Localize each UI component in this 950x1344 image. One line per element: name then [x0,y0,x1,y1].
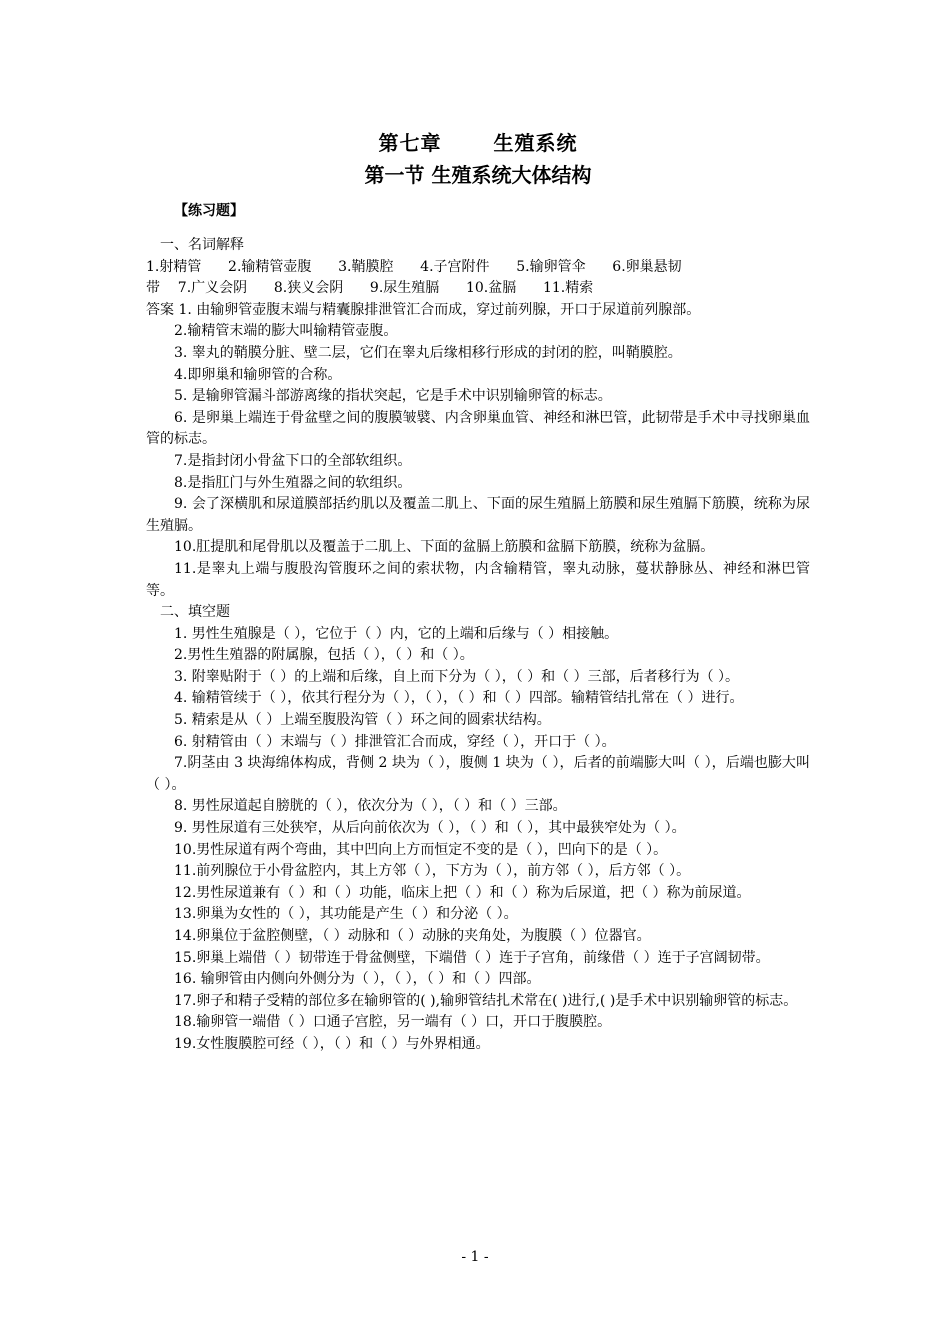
answer-3: 3. 睾丸的鞘膜分脏、壁二层，它们在睾丸后缘相移行形成的封闭的腔，叫鞘膜腔。 [174,344,682,361]
fill-item-8: 8. 男性尿道起自膀胱的（ ），依次分为（ ），（ ）和（ ）三部。 [174,798,567,815]
part2-heading: 二、填空题 [160,604,230,621]
fill-item-7: 7.阴茎由 3 块海绵体构成，背侧 2 块为（ ），腹侧 1 块为（ ），后者的前端膨大叫（ ），后端也膨大叫（ ）。 [146,755,810,793]
fill-item-3: 3. 附睾贴附于（ ）的上端和后缘，自上而下分为（ ），（ ）和（ ）三部，后者移行为（ ）。 [174,668,740,685]
fill-item-13: 13.卵巢为女性的（ ），其功能是产生（ ）和分泌（ ）。 [174,906,518,923]
answer-5: 5. 是输卵管漏斗部游离缘的指状突起，它是手术中识别输卵管的标志。 [174,388,612,405]
answer-4: 4.即卵巢和输卵管的合称。 [174,366,342,383]
answer-10: 10.肛提肌和尾骨肌以及覆盖于二肌上、下面的盆膈上筋膜和盆膈下筋膜，统称为盆膈。 [174,539,715,556]
answer-7: 7.是指封闭小骨盆下口的全部软组织。 [174,452,412,469]
fill-item-10: 10.男性尿道有两个弯曲，其中凹向上方而恒定不变的是（ ），凹向下的是（ ）。 [174,841,668,858]
fill-item-2: 2.男性生殖器的附属腺，包括（ ），（ ）和（ ）。 [174,647,474,664]
fill-item-5: 5. 精索是从（ ）上端至腹股沟管（ ）环之间的圆索状结构。 [174,712,551,729]
document-page [146,128,810,1056]
part1-heading: 一、名词解释 [160,237,244,253]
answer-9: 9. 会了深横肌和尿道膜部括约肌以及覆盖二肌上、下面的尿生殖膈上筋膜和尿生殖膈下筋膜，统称为尿生殖膈。 [146,496,810,534]
fill-item-18: 18.输卵管一端借（ ）口通子宫腔，另一端有（ ）口，开口于腹膜腔。 [174,1014,612,1031]
fill-item-16: 16. 输卵管由内侧向外侧分为（ ），（ ），（ ）和（ ）四部。 [174,971,541,988]
terms-line-1 [146,257,810,279]
fill-item-12: 12.男性尿道兼有（ ）和（ ）功能，临床上把（ ）和（ ）称为后尿道，把（ ）称为前尿道。 [174,884,751,901]
exercise-label: 【练习题】 [174,203,244,219]
terms-line-2 [146,278,810,300]
chapter-subject: 生殖系统 [493,131,578,155]
answer-8: 8.是指肛门与外生殖器之间的软组织。 [174,474,412,491]
chapter-number: 第七章 [378,131,442,155]
fill-item-19: 19.女性腹膜腔可经（ ），（ ）和（ ）与外界相通。 [174,1035,490,1052]
fill-item-4: 4. 输精管续于（ ），依其行程分为（ ），（ ），（ ）和（ ）四部。输精管结扎常在（ ）进行。 [174,690,744,707]
terms-text-1: 1.射精管 2.输精管壶腹 3.鞘膜腔 4.子宫附件 5.输卵管伞 6.卵巢悬韧 [146,258,682,275]
fill-item-17: 17.卵子和精子受精的部位多在输卵管的( ),输卵管结扎术常在( )进行,( )是手术中识别输卵管的标志。 [174,992,798,1009]
fill-item-1: 1. 男性生殖腺是（ ），它位于（ ）内，它的上端和后缘与（ ）相接触。 [174,625,619,642]
section-title: 第一节 生殖系统大体结构 [364,163,592,187]
terms-text-2: 带 7.广义会阴 8.狭义会阴 9.尿生殖膈 10.盆膈 11.精索 [146,280,594,297]
chapter-title [146,128,810,158]
fill-item-9: 9. 男性尿道有三处狭窄，从后向前依次为（ ），（ ）和（ ），其中最狭窄处为（ ）。 [174,820,686,837]
answer-6: 6. 是卵巢上端连于骨盆壁之间的腹膜皱襞、内含卵巢血管、神经和淋巴管，此韧带是手术中寻找卵巢血管的标志。 [146,409,810,448]
page-number: - 1 - [461,1249,489,1265]
answer-11: 11.是睾丸上端与腹股沟管腹环之间的索状物，内含输精管，睾丸动脉，蔓状静脉丛、神经和淋巴管等。 [146,560,810,599]
fill-item-11: 11.前列腺位于小骨盆腔内，其上方邻（ ），下方为（ ），前方邻（ ），后方邻（ ）。 [174,863,691,880]
fill-item-15: 15.卵巢上端借（ ）韧带连于骨盆侧壁，下端借（ ）连于子宫角，前缘借（ ）连于子宫阔韧带。 [174,949,770,966]
fill-item-6: 6. 射精管由（ ）末端与（ ）排泄管汇合而成，穿经（ ），开口于（ ）。 [174,733,616,750]
answer-2: 2.输精管末端的膨大叫输精管壶腹。 [174,323,398,340]
fill-item-14: 14.卵巢位于盆腔侧壁，（ ）动脉和（ ）动脉的夹角处，为腹膜（ ）位器官。 [174,928,651,944]
answer-1: 答案 1. 由输卵管壶腹末端与精囊腺排泄管汇合而成，穿过前列腺，开口于尿道前列腺部。 [146,301,701,318]
